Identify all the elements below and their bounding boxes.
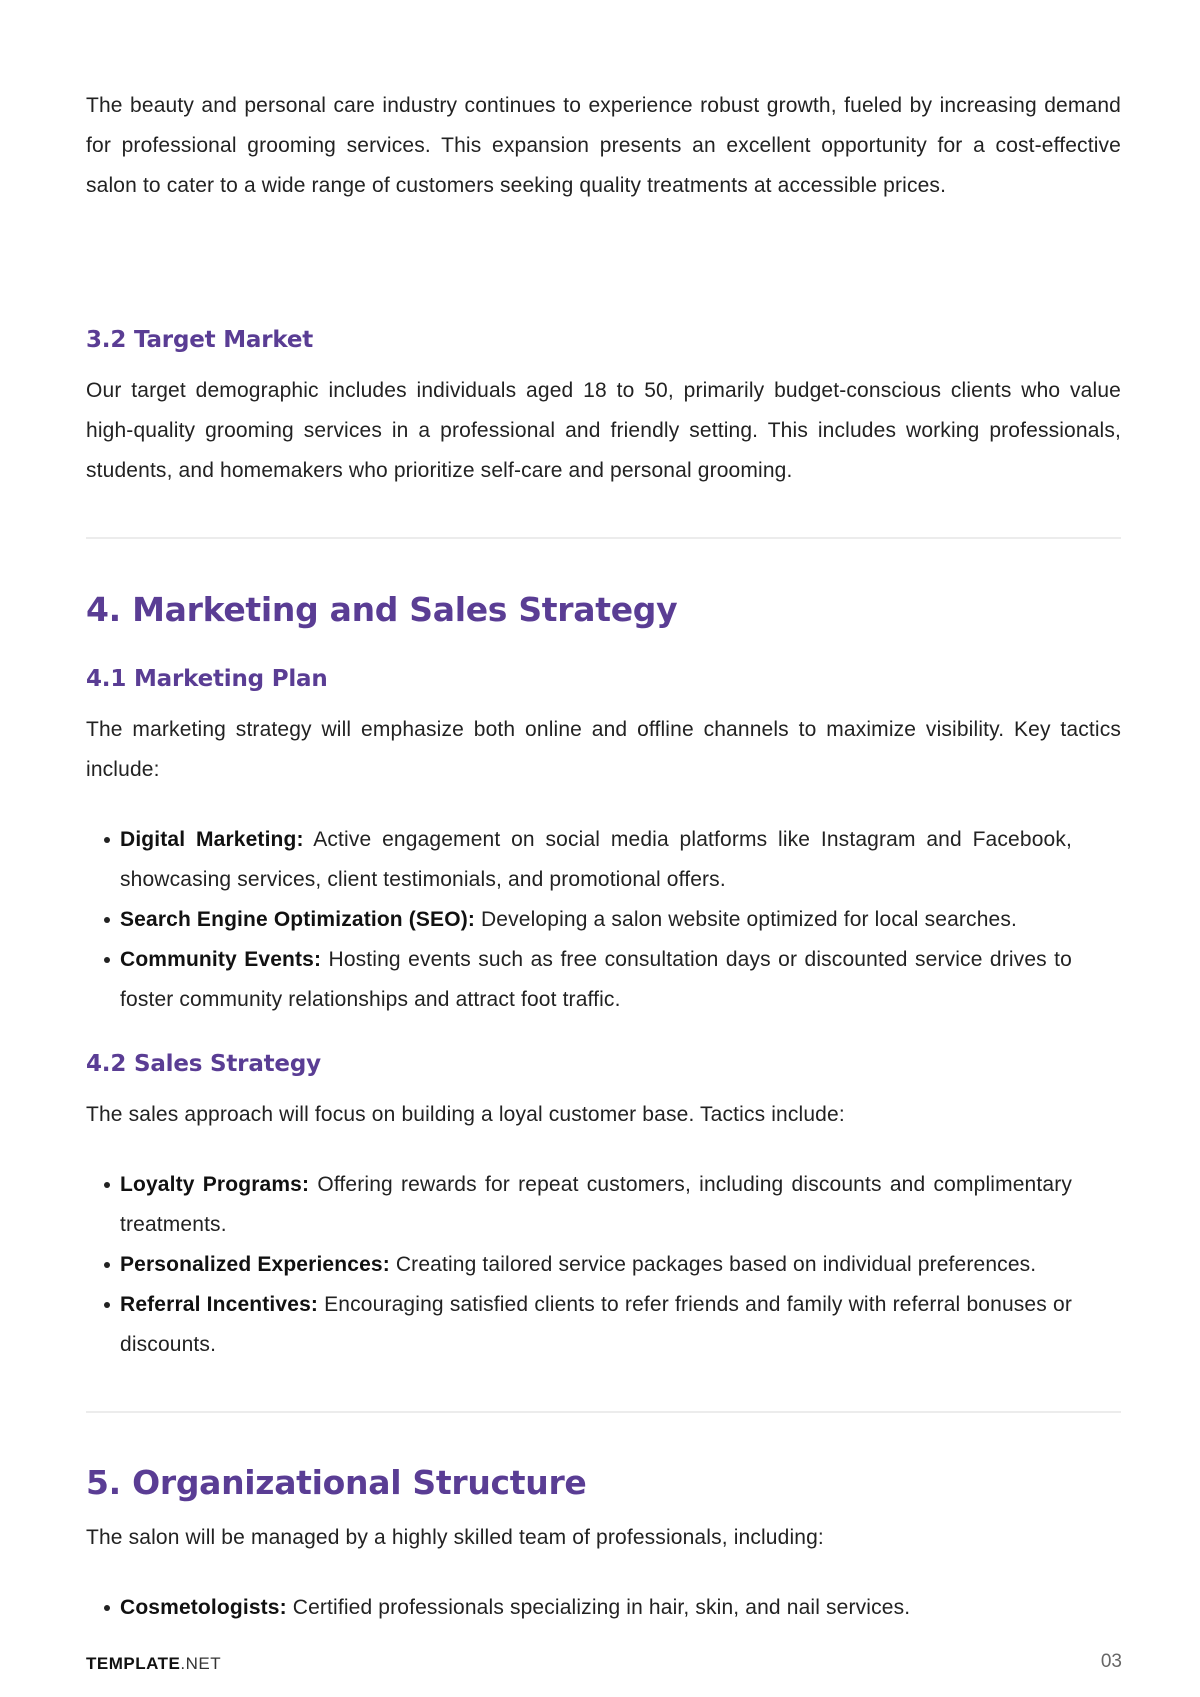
list-item-text: Hosting events such as free consultation days or discounted service drives to foster community relationships and attract foot traffic. [120,948,1072,1011]
list-item-text: Offering rewards for repeat customers, including discounts and complimentary treatments. [120,1173,1072,1236]
brand-name: TEMPLATE [86,1654,181,1673]
section-heading-organizational-structure: 5. Organizational Structure [86,1463,587,1502]
subsection-heading-marketing-plan: 4.1 Marketing Plan [86,666,328,692]
section-divider [86,537,1121,539]
list-item [86,1245,1072,1285]
list-item [86,1588,1072,1628]
marketing-tactics-list [86,820,1121,1020]
list-item-term: Loyalty Programs: [120,1173,310,1196]
list-item-term: Personalized Experiences: [120,1253,390,1276]
list-item-term: Cosmetologists: [120,1596,287,1619]
list-item [86,940,1072,1020]
list-item-term: Referral Incentives: [120,1293,319,1316]
page-number: 03 [1100,1651,1122,1672]
list-item-term: Search Engine Optimization (SEO): [120,908,475,931]
marketing-plan-paragraph: The marketing strategy will emphasize both online and offline channels to maximize visibility. Key tactics include: [86,718,1121,781]
list-item-term: Community Events: [120,948,322,971]
list-item-text: Encouraging satisfied clients to refer friends and family with referral bonuses or discounts. [120,1293,1072,1356]
list-item-text: Creating tailored service packages based on individual preferences. [389,1253,1037,1276]
list-item [86,1165,1072,1245]
intro-paragraph: The beauty and personal care industry continues to experience robust growth, fueled by increasing demand for professional grooming services. This expansion presents an excellent opportunity for a cost-effective salon to cater to a wide range of customers seeking quality treatments at accessible prices. [86,94,1121,197]
list-item-text: Certified professionals specializing in hair, skin, and nail services. [286,1596,911,1619]
section-divider [86,1411,1121,1413]
sales-tactics-list [86,1165,1121,1365]
list-item-text: Developing a salon website optimized for local searches. [475,908,1017,931]
list-item [86,820,1072,900]
list-item [86,900,1072,940]
section-heading-target-market: 3.2 Target Market [86,327,314,353]
subsection-heading-sales-strategy: 4.2 Sales Strategy [86,1051,321,1077]
brand-suffix: .NET [180,1654,222,1673]
target-market-paragraph: Our target demographic includes individuals aged 18 to 50, primarily budget-conscious clients who value high-quality grooming services in a professional and friendly setting. This includes working professionals, students, and homemakers who prioritize self-care and personal grooming. [86,379,1121,482]
organizational-paragraph: The salon will be managed by a highly skilled team of professionals, including: [86,1526,824,1549]
list-item-text: Active engagement on social media platforms like Instagram and Facebook, showcasing services, client testimonials, and promotional offers. [120,828,1072,891]
sales-strategy-paragraph: The sales approach will focus on building a loyal customer base. Tactics include: [86,1103,845,1126]
footer-brand-logo [86,1654,221,1674]
list-item-term: Digital Marketing: [120,828,304,851]
team-list [86,1588,1121,1628]
list-item [86,1285,1072,1365]
section-heading-marketing-sales: 4. Marketing and Sales Strategy [86,590,678,629]
